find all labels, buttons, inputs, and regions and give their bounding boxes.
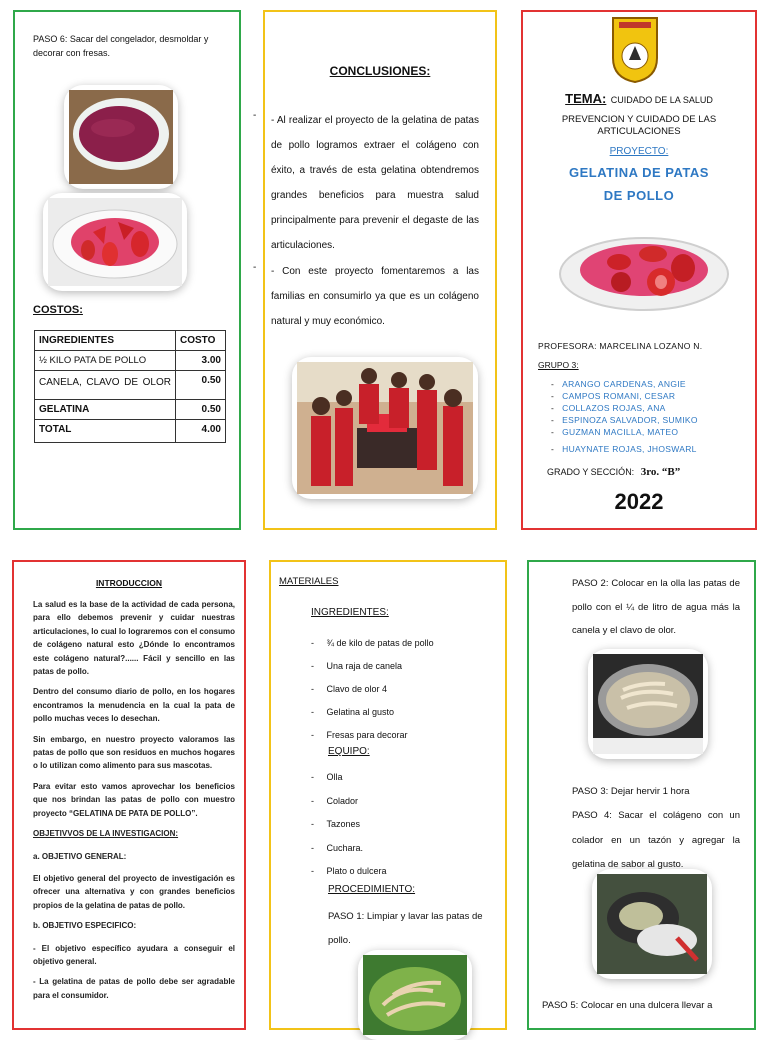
list-item [311, 655, 434, 678]
bullet: - [311, 730, 314, 740]
students-group-image [297, 362, 473, 494]
paso1-text: PASO 1: Limpiar y lavar las patas de pollo. [328, 911, 483, 946]
conclusion-item-1: - Al realizar el proyecto de la gelatina de patas de pollo logramos extraer el colágeno con éxito, a través de esta gelatina obtendremos grandes beneficios para muestra salud principalmente para prevenir el degaste de las articulaciones. [271, 115, 479, 251]
profesora: PROFESORA: MARCELINA LOZANO N. [538, 341, 703, 351]
conclusiones-title: CONCLUSIONES: [329, 64, 431, 78]
obj-especifico-item: - La gelatina de patas de pollo debe ser agradable para el consumidor. [33, 977, 235, 1000]
project-title-line1: GELATINA DE PATAS [569, 165, 709, 180]
paso2-image [593, 654, 703, 754]
equipo-text: Tazones [326, 819, 361, 829]
conclusion-item-2: - Con este proyecto fomentaremos a las familias en consumirlo ya que es un colágeno natural y muy económico. [271, 266, 479, 327]
panel-pasos [527, 560, 756, 1030]
ingrediente-text: Fresas para decorar [326, 730, 408, 740]
member-name: COLLAZOS ROJAS, ANA [562, 403, 666, 413]
materiales-title: MATERIALES [279, 576, 339, 587]
panel-conclusiones [253, 10, 497, 530]
bullet: - [311, 866, 314, 876]
list-item: - GUZMAN MACILLA, MATEO [551, 427, 679, 437]
bullet: - [311, 842, 314, 853]
proyecto-label: PROYECTO: [609, 146, 669, 157]
costos-title: COSTOS: [33, 304, 83, 316]
obj-general-title: a. OBJETIVO GENERAL: [33, 851, 127, 861]
list-item [311, 813, 387, 837]
panel-introduccion [12, 560, 246, 1030]
procedimiento-title: PROCEDIMIENTO: [328, 884, 416, 895]
equipo-text: Plato o dulcera [326, 866, 387, 876]
table-row [35, 371, 226, 400]
list-item [311, 678, 434, 701]
obj-especifico-item: - El objetivo específico ayudara a conseguir el objetivo general. [33, 943, 235, 966]
equipo-text: Olla [326, 772, 343, 782]
bullet: - [311, 772, 314, 782]
bullet: - [311, 819, 314, 829]
paso1-photo [363, 955, 467, 1035]
intro-paragraph: Dentro del consumo diario de pollo, en los hogares encontramos la menudencia en la cual la pata de pollo muchas veces lo desechan. [33, 687, 235, 724]
gelatin-strawberries-photo [48, 198, 182, 286]
conclusion-bullet: - [253, 110, 257, 121]
cover-gelatin-photo [557, 224, 731, 314]
conclusion-bullet: - [253, 262, 257, 273]
paso1-image [363, 955, 467, 1035]
costs-table [34, 330, 226, 443]
intro-paragraph: La salud es la base de la actividad de cada persona, para ello debemos prevenir y cuidar nuestras articulaciones, lo cual lo lograremos con el consumo de colágeno natural esto ¿Dónde lo encontramos este colágeno natural?...... Fácil y sencillo en las patas de pollo. [33, 600, 235, 677]
ingredientes-title: INGREDIENTES: [311, 607, 389, 618]
member-name: CAMPOS ROMANI, CESAR [562, 391, 676, 401]
gelatin-bowl-photo [69, 90, 173, 184]
paso2-photo [593, 654, 703, 754]
paso4-text: PASO 4: Sacar el colágeno con un colador en un tazón y agregar la gelatina de sabor al gusto. [572, 810, 740, 870]
intro-paragraph: Para evitar esto vamos aprovechar los beneficios que nos brindan las patas de pollo con muestro proyecto “GELATINA DE PATA DE POLLO”. [33, 781, 235, 818]
cover-gelatin-image [557, 224, 731, 314]
ingrediente-text: ¾ de kilo de patas de pollo [326, 638, 434, 648]
grado-value: 3ro. “B” [640, 466, 681, 478]
school-crest-icon [611, 16, 659, 84]
table-cell-cost: 0.50 [176, 400, 226, 420]
tema-value: CUIDADO DE LA SALUD [610, 95, 713, 105]
obj-general-text: El objetivo general del proyecto de investigación es ofrecer una alternativa y con grandes beneficios propios de la gelatina de patas de pollo. [33, 873, 235, 910]
equipo-text: Cuchara. [326, 842, 364, 853]
member-name: ARANGO CARDENAS, ANGIE [562, 379, 686, 389]
bullet: - [311, 638, 314, 648]
bullet: - [311, 661, 314, 671]
intro-title: INTRODUCCION [95, 578, 163, 588]
list-item [311, 701, 434, 724]
paso3-text: PASO 3: Dejar hervir 1 hora [572, 786, 690, 797]
grado-line [547, 466, 680, 478]
member-name: HUAYNATE ROJAS, JHOSWARL [562, 444, 697, 454]
equipo-text: Colador [326, 795, 359, 806]
table-header-row [35, 331, 226, 351]
table-header-ingredientes: INGREDIENTES [35, 331, 176, 351]
list-item [311, 766, 387, 790]
members-list [551, 378, 698, 455]
table-cell-cost: 0.50 [176, 371, 226, 400]
students-group-photo [297, 362, 473, 494]
list-item: - ARANGO CARDENAS, ANGIE [551, 379, 686, 389]
tema-label: TEMA: [565, 91, 607, 106]
objetivos-title: OBJETIVVOS DE LA INVESTIGACION: [33, 829, 179, 839]
ingrediente-text: Clavo de olor 4 [326, 684, 388, 694]
ingrediente-text: Gelatina al gusto [326, 707, 395, 717]
bullet: - [311, 707, 314, 717]
intro-body [33, 598, 235, 1009]
project-title-line2: DE POLLO [603, 188, 675, 203]
panel-portada [521, 10, 757, 530]
equipo-list [311, 766, 387, 884]
list-item [311, 790, 387, 814]
table-cell-item: GELATINA [35, 400, 176, 420]
equipo-title: EQUIPO: [328, 746, 370, 757]
list-item: - HUAYNATE ROJAS, JHOSWARL [551, 444, 697, 454]
table-cell-item: CANELA, CLAVO DE OLOR [35, 371, 176, 400]
ingrediente-text: Una raja de canela [326, 661, 403, 671]
paso6-text: PASO 6: Sacar del congelador, desmoldar y decorar con fresas. [33, 34, 209, 58]
grupo-title: GRUPO 3: [538, 360, 579, 370]
table-cell-item: TOTAL [35, 420, 176, 443]
bullet: - [311, 684, 314, 694]
paso4-image [597, 874, 707, 974]
paso2-text: PASO 2: Colocar en la olla las patas de pollo con el ¼ de litro de agua más la canela y el clavo de olor. [572, 578, 740, 636]
bullet: - [311, 795, 314, 806]
list-item: - CAMPOS ROMANI, CESAR [551, 391, 676, 401]
table-cell-item: ½ KILO PATA DE POLLO [35, 351, 176, 371]
obj-especifico-title: b. OBJETIVO ESPECIFICO: [33, 921, 137, 931]
paso5-text: PASO 5: Colocar en una dulcera llevar a [542, 1000, 713, 1011]
gelatin-bowl-image [69, 90, 173, 184]
list-item: - COLLAZOS ROJAS, ANA [551, 403, 666, 413]
table-row [35, 351, 226, 371]
school-logo [611, 16, 659, 84]
year: 2022 [614, 489, 664, 514]
list-item [311, 724, 434, 747]
list-item: - ESPINOZA SALVADOR, SUMIKO [551, 415, 698, 425]
grado-label: GRADO Y SECCIÓN: [547, 467, 635, 477]
table-header-costo: COSTO [176, 331, 226, 351]
table-cell-cost: 3.00 [176, 351, 226, 371]
table-cell-cost: 4.00 [176, 420, 226, 443]
panel-costos [13, 10, 241, 530]
list-item [311, 860, 387, 884]
table-row [35, 420, 226, 443]
paso4-photo [597, 874, 707, 974]
list-item [311, 837, 387, 861]
tema-line [523, 90, 755, 108]
gelatin-strawberries-image [48, 198, 182, 286]
intro-paragraph: Sin embargo, en nuestro proyecto valoramos las patas de pollo que son residuos en muchos hogares o lo utilizan como alimento para sus mascotas. [33, 734, 235, 771]
subtitle: PREVENCION Y CUIDADO DE LAS ARTICULACIONES [561, 114, 717, 137]
member-name: GUZMAN MACILLA, MATEO [562, 427, 679, 437]
list-item [311, 632, 434, 655]
ingredientes-list [311, 632, 434, 747]
member-name: ESPINOZA SALVADOR, SUMIKO [562, 415, 698, 425]
panel-materiales [269, 560, 507, 1030]
table-row [35, 400, 226, 420]
